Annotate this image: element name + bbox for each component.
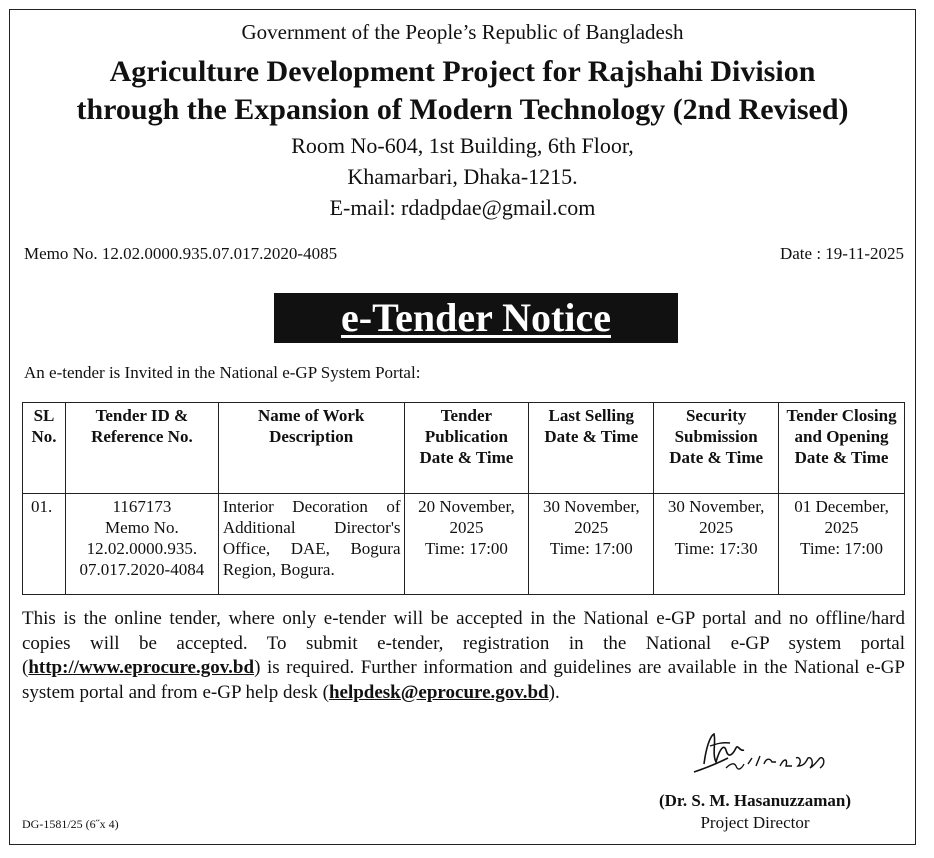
tender-id: 1167173 (112, 497, 172, 516)
selling-date: 30 November, 2025 (543, 497, 640, 537)
header-tender-id: Tender ID & Reference No. (65, 403, 218, 494)
notice-date: Date : 19-11-2025 (779, 244, 904, 263)
memo-number: Memo No. 12.02.0000.935.07.017.2020-4085 (24, 244, 338, 263)
publication-date: 20 November, 2025 (418, 497, 515, 537)
header-security: Security Submission Date & Time (654, 403, 779, 494)
reference-memo-label: Memo No. (105, 518, 179, 537)
closing-time: Time: 17:00 (800, 539, 884, 558)
closing-date: 01 December, 2025 (794, 497, 889, 537)
cell-sl: 01. (23, 494, 66, 595)
table-header-row (23, 403, 905, 494)
cell-security (654, 494, 779, 595)
government-line: Government of the People’s Republic of Bangladesh (241, 20, 684, 44)
dg-code: DG-1581/25 (6˝x 4) (22, 817, 119, 831)
reference-memo-line2: 07.017.2020-4084 (79, 560, 205, 579)
notice-title: e-Tender Notice (341, 295, 611, 340)
publication-time: Time: 17:00 (424, 539, 508, 558)
header-last-selling: Last Selling Date & Time (529, 403, 654, 494)
address-line2: Khamarbari, Dhaka-1215. (347, 164, 578, 189)
intro-text: An e-tender is Invited in the National e-GP System Portal: (24, 363, 421, 382)
header-sl: SL No. (23, 403, 66, 494)
project-title-line1: Agriculture Development Project for Rajshahi Division (109, 55, 816, 88)
project-title-line2: through the Expansion of Modern Technology (2nd Revised) (76, 93, 849, 126)
reference-memo-line1: 12.02.0000.935. (86, 539, 198, 558)
table-row (23, 494, 905, 595)
instructions-paragraph (22, 607, 905, 705)
handwritten-signature (686, 728, 836, 786)
instructions-text-2: ) is required. Further information and guidelines are available in the National e-GP system portal and from e-GP help desk ( (22, 657, 905, 703)
eprocure-link[interactable]: http://www.eprocure.gov.bd (28, 657, 255, 678)
cell-work-description: Interior Decoration of Additional Director's Office, DAE, Bogura Region, Bogura. (218, 494, 404, 595)
instructions-text-3: ). (548, 681, 560, 703)
security-time: Time: 17:30 (674, 539, 758, 558)
security-date: 30 November, 2025 (667, 497, 765, 537)
selling-time: Time: 17:00 (549, 539, 633, 558)
cell-last-selling (529, 494, 654, 595)
signatory-title: Project Director (700, 813, 810, 832)
cell-publication (404, 494, 529, 595)
tender-table (22, 402, 905, 595)
helpdesk-email-link[interactable]: helpdesk@eprocure.gov.bd (328, 681, 549, 703)
cell-tender-id (65, 494, 218, 595)
header-publication: Tender Publication Date & Time (404, 403, 529, 494)
email-line: E-mail: rdadpdae@gmail.com (329, 195, 596, 220)
notice-title-banner (274, 293, 678, 343)
address-line1: Room No-604, 1st Building, 6th Floor, (291, 133, 634, 158)
instructions-text-1: This is the online tender, where only e-tender will be accepted in the National e-GP portal and no offline/hard copies will be accepted. To submit e-tender, registration in the National e-GP system portal ( (22, 608, 905, 678)
header-closing: Tender Closing and Opening Date & Time (779, 403, 905, 494)
header-work-description: Name of Work Description (218, 403, 404, 494)
signatory-name: (Dr. S. M. Hasanuzzaman) (658, 791, 852, 810)
cell-closing (779, 494, 905, 595)
